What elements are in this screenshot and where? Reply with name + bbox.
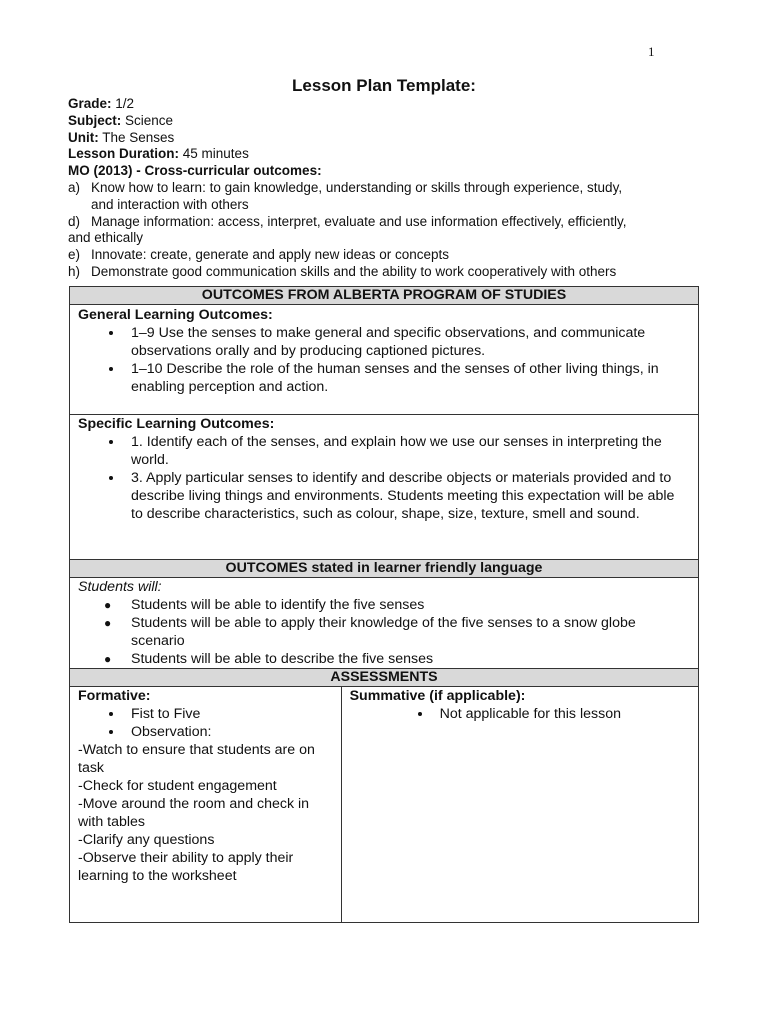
cc-item-label: a) xyxy=(68,179,81,195)
general-outcomes-title: General Learning Outcomes: xyxy=(78,307,273,323)
unit-value: The Senses xyxy=(102,129,175,145)
grade-value: 1/2 xyxy=(115,96,135,111)
learner-list xyxy=(78,596,690,668)
cc-item-label: e) xyxy=(68,247,81,263)
unit-row xyxy=(68,130,708,147)
formative-title: Formative: xyxy=(78,688,151,704)
list-item: • 1. Identify each of the senses, and explain how we use our senses in interpreting the world. xyxy=(124,433,690,469)
formative-bullets xyxy=(78,705,333,741)
cc-item-text: Innovate: create, generate and apply new ideas or concepts xyxy=(91,247,449,263)
list-item: ● Students will be able to apply their knowledge of the five senses to a snow globe scenario xyxy=(124,614,690,650)
cc-item-continuation: and interaction with others xyxy=(91,196,249,212)
specific-outcomes-title: Specific Learning Outcomes: xyxy=(78,416,275,432)
cc-item-text: Manage information: access, interpret, evaluate and use information effectively, efficiently, xyxy=(91,213,627,229)
grade-label: Grade: xyxy=(68,96,112,111)
outcomes-heading: OUTCOMES FROM ALBERTA PROGRAM OF STUDIES xyxy=(70,287,699,305)
list-item: • 3. Apply particular senses to identify and describe objects or materials provided and to describe living things and environments. Students meeting this expectation will be able to describe characteristics, such as colour, shape, size, texture, smell and sound. xyxy=(124,469,690,523)
cc-item-text: Demonstrate good communication skills and the ability to work cooperatively with others xyxy=(91,263,617,279)
grade-row xyxy=(68,96,708,113)
cc-item-d xyxy=(68,214,708,231)
cc-heading-text: MO (2013) - Cross-curricular outcomes: xyxy=(68,163,322,179)
formative-line: -Clarify any questions xyxy=(78,832,215,848)
duration-value: 45 minutes xyxy=(182,146,249,162)
list-item: • Not applicable for this lesson xyxy=(433,705,690,723)
summative-cell xyxy=(341,687,698,923)
cc-item-text: Know how to learn: to gain knowledge, understanding or skills through experience, study, xyxy=(91,179,623,195)
list-item: ● Students will be able to describe the five senses xyxy=(124,650,690,668)
list-item: • Observation: xyxy=(124,723,333,741)
cc-item-e xyxy=(68,247,708,264)
outcomes-table xyxy=(69,286,699,923)
cc-item-label: d) xyxy=(68,213,81,229)
learner-heading: OUTCOMES stated in learner friendly language xyxy=(70,560,699,578)
page-number: 1 xyxy=(648,44,655,59)
general-outcomes-cell xyxy=(70,305,699,415)
subject-label: Subject: xyxy=(68,112,122,128)
formative-line: -Observe their ability to apply their learning to the worksheet xyxy=(78,850,294,884)
summative-title: Summative (if applicable): xyxy=(349,688,526,704)
specific-outcomes-list xyxy=(78,433,690,523)
cc-item-h xyxy=(68,264,708,281)
duration-label: Lesson Duration: xyxy=(68,146,180,162)
assessments-heading: ASSESSMENTS xyxy=(70,669,699,687)
learner-cell xyxy=(70,578,699,669)
list-item: • 1–9 Use the senses to make general and specific observations, and communicate observations orally and by producing captioned pictures. xyxy=(124,324,690,360)
cc-item-continuation: and ethically xyxy=(68,230,144,246)
formative-cell xyxy=(70,687,342,923)
lesson-meta xyxy=(68,96,708,281)
summative-bullets xyxy=(350,705,690,723)
list-item: ● Students will be able to identify the five senses xyxy=(124,596,690,614)
formative-line: -Check for student engagement xyxy=(78,778,277,794)
subject-value: Science xyxy=(125,112,174,128)
subject-row xyxy=(68,113,708,130)
list-item: • 1–10 Describe the role of the human senses and the senses of other living things, in enabling perception and action. xyxy=(124,360,690,396)
formative-line: -Watch to ensure that students are on task xyxy=(78,742,315,776)
formative-line: -Move around the room and check in with tables xyxy=(78,796,310,830)
general-outcomes-list xyxy=(78,324,690,396)
unit-label: Unit: xyxy=(68,129,99,145)
page-title: Lesson Plan Template: xyxy=(292,76,476,95)
learner-intro: Students will: xyxy=(78,579,162,595)
specific-outcomes-cell xyxy=(70,415,699,560)
cc-item-label: h) xyxy=(68,263,81,279)
duration-row xyxy=(68,146,708,163)
list-item: • Fist to Five xyxy=(124,705,333,723)
cc-item-a xyxy=(68,180,708,197)
cc-heading xyxy=(68,163,708,180)
